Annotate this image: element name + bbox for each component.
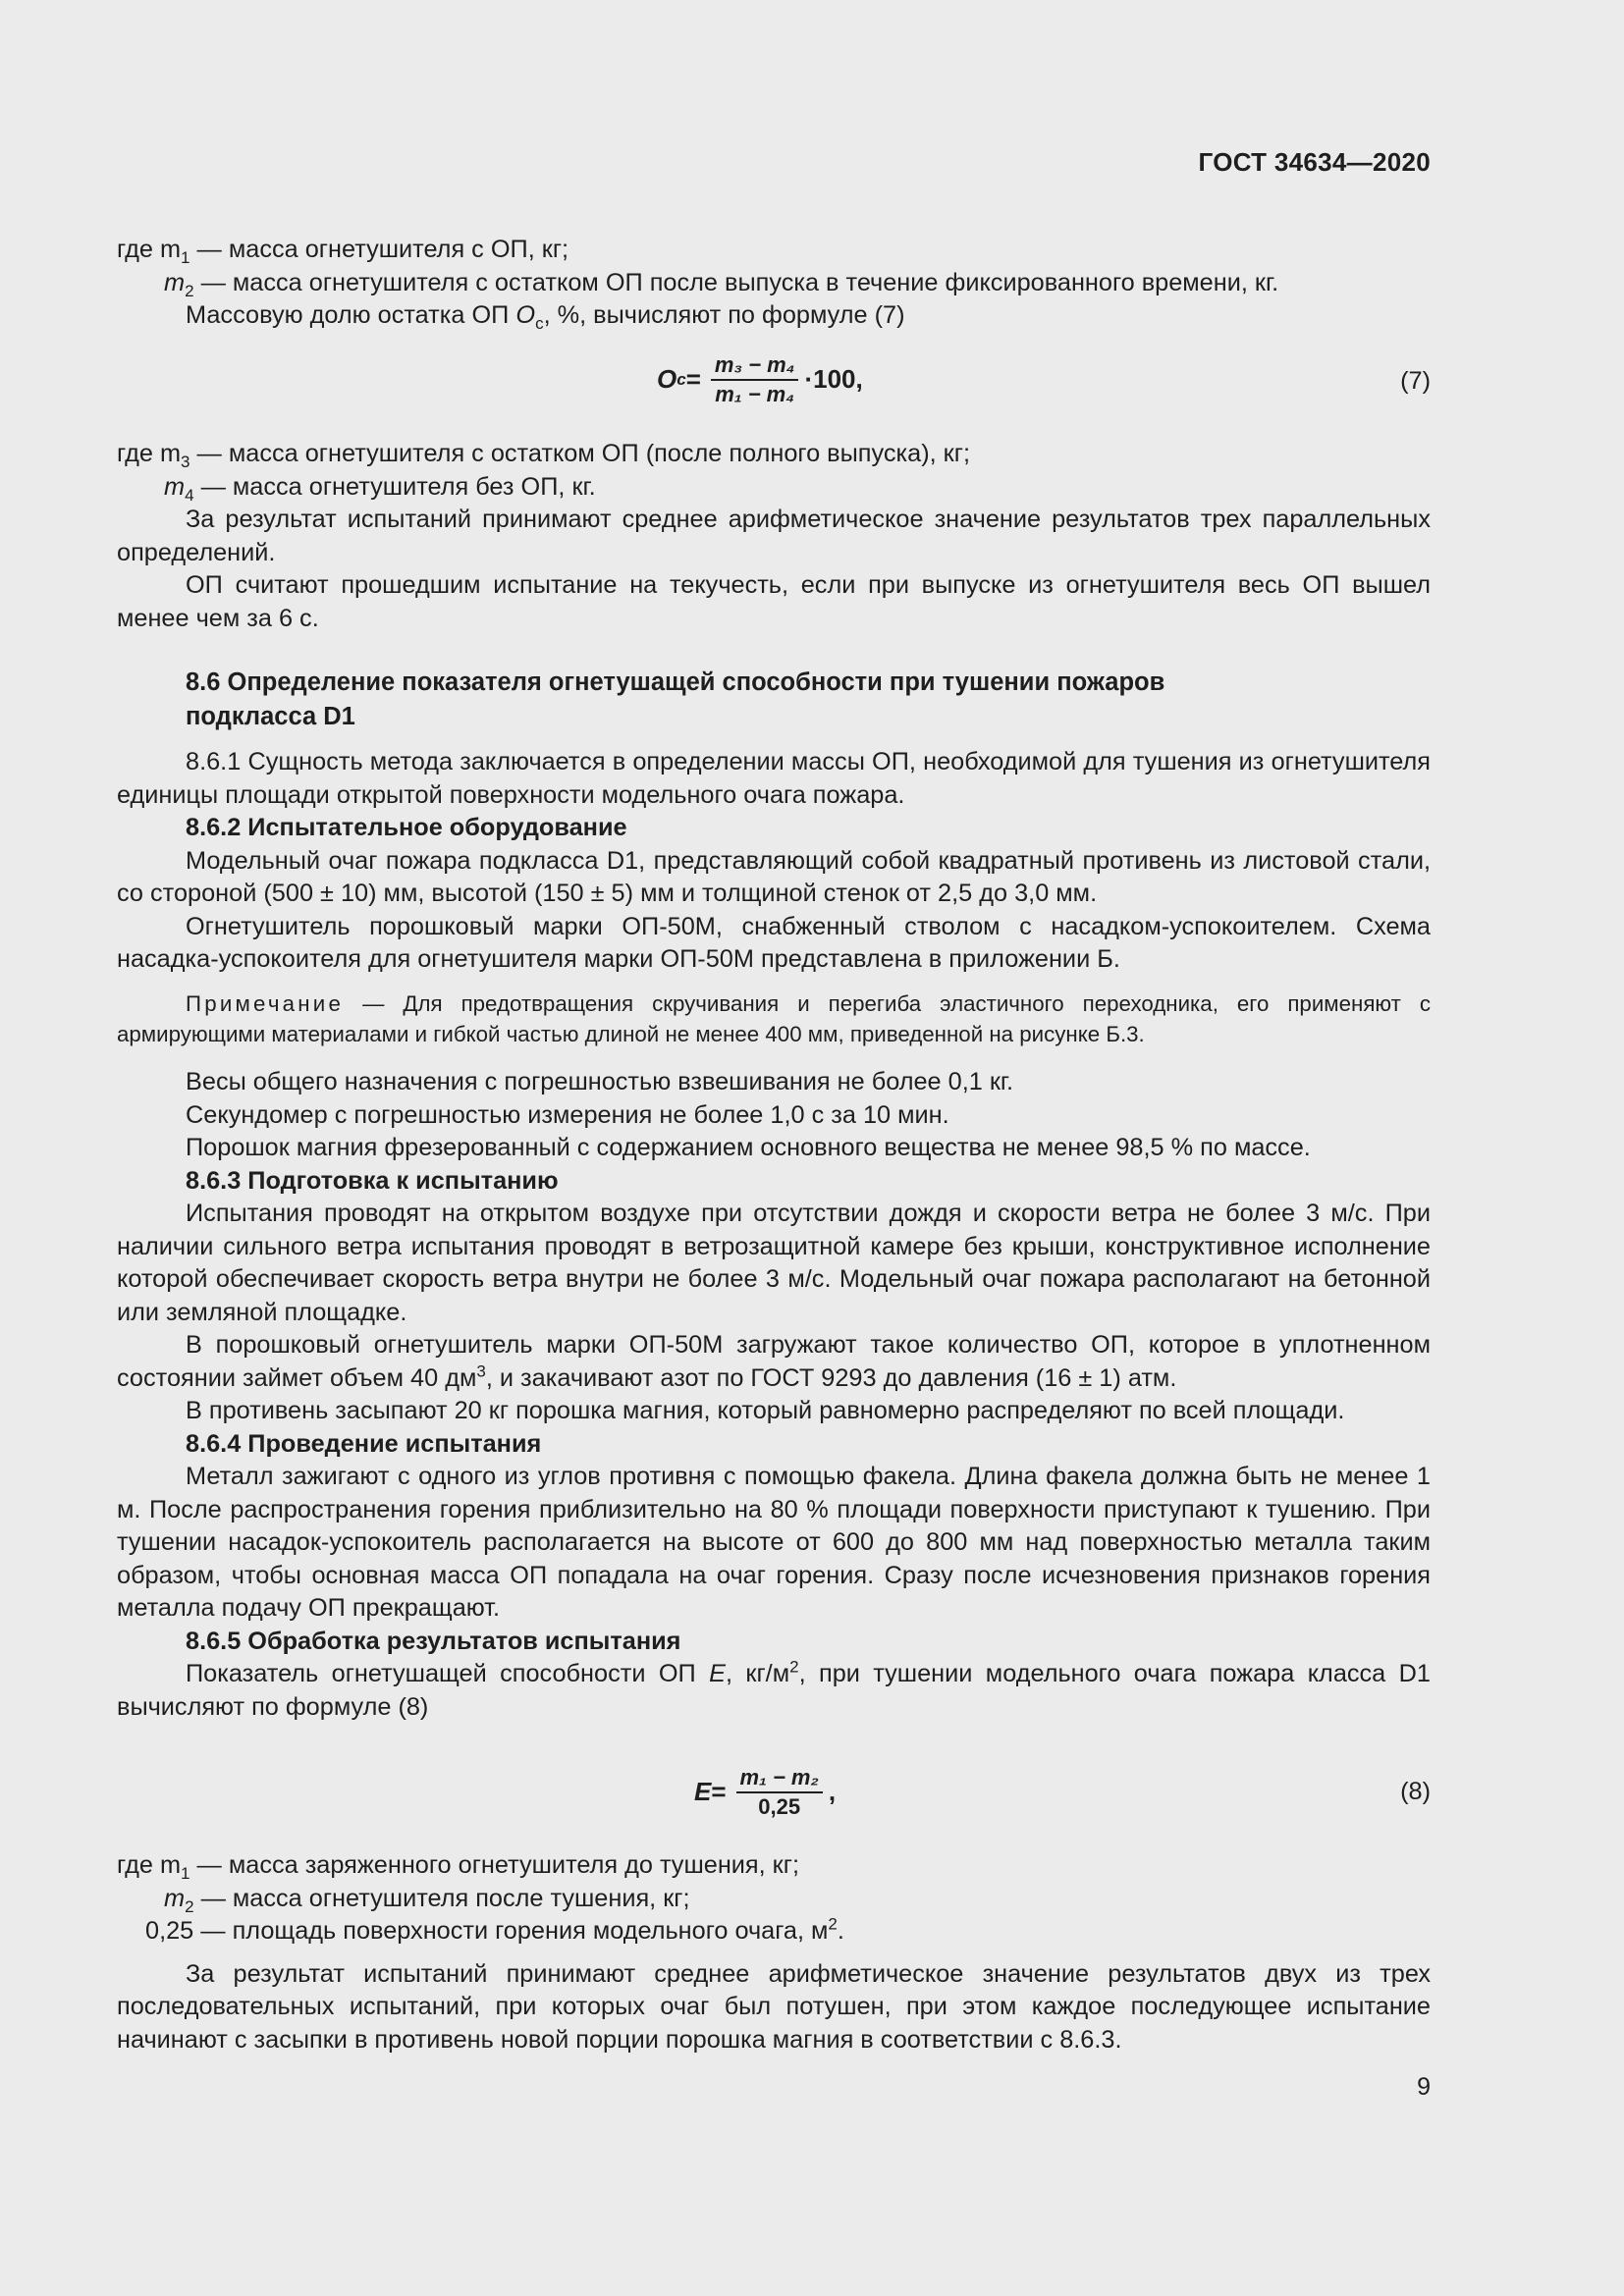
paragraph-pan: В противень засыпают 20 кг порошка магния, который равномерно распределяют по всей площади. xyxy=(186,1397,1345,1424)
def-text: — масса огнетушителя с остатком ОП (после полного выпуска), кг; xyxy=(189,440,970,467)
def-text: — масса огнетушителя без ОП, кг. xyxy=(193,472,596,501)
def-text: — площадь поверхности горения модельного очага, м xyxy=(193,1917,829,1945)
formula-number: (8) xyxy=(1400,1778,1431,1805)
def-text: — масса огнетушителя с остатком ОП после выпуска в течение фиксированного времени, кг. xyxy=(193,268,1279,296)
def-label: где m xyxy=(117,440,182,467)
formula-8 xyxy=(117,1764,1431,1833)
paragraph-8-6-1: 8.6.1 Сущность метода заключается в определении массы ОП, необходимой для тушения из огнетушителя единицы площади открытой поверхности модельного очага пожара. xyxy=(117,748,1431,809)
text: , %, вычисляют по формуле (7) xyxy=(543,301,905,329)
definition-m2 xyxy=(117,267,1431,300)
def-sub: 1 xyxy=(181,1864,190,1884)
formula-lhs: O xyxy=(657,364,677,395)
definition-m1 xyxy=(117,1849,1431,1883)
text: , кг/м xyxy=(725,1660,790,1687)
paragraph-ignition: Металл зажигают с одного из углов противня с помощью факела. Длина факела должна быть не менее 1 м. После распространения горения приблизительно на 80 % площади поверхности приступают к тушению. При тушении насадок-успокоитель располагается на высоте от 600 до 800 мм над поверхностью металла таким образом, чтобы основная масса ОП попадала на очаг горения. Сразу после исчезновения признаков горения металла подачу ОП прекращают. xyxy=(117,1463,1431,1622)
def-sub: 4 xyxy=(185,485,194,505)
superscript: 3 xyxy=(476,1362,486,1381)
formula-lhs: E xyxy=(694,1777,712,1807)
def-label: m xyxy=(164,472,186,501)
formula-7-expression: O c = $\frac{\text{m₃ − m₄}}{\text{m₁ − m₄}}$ ·100, xyxy=(657,352,863,406)
section-8-6-body-1 xyxy=(117,746,1431,977)
definitions-block-2 xyxy=(117,438,1431,635)
text: В порошковый огнетушитель марки ОП-50М загружают такое количество ОП, которое в уплотненном состоянии займет объем 40 дм xyxy=(117,1331,1431,1392)
section-title-line-1: 8.6 Определение показателя огнетушащей способности при тушении пожаров xyxy=(186,668,1165,696)
def-end: . xyxy=(837,1917,844,1945)
symbol: E xyxy=(709,1660,726,1687)
def-sub: 2 xyxy=(185,281,194,300)
standard-header: ГОСТ 34634—2020 xyxy=(1198,147,1431,177)
def-text: — масса огнетушителя после тушения, кг; xyxy=(193,1884,690,1912)
formula-fraction xyxy=(736,1764,823,1821)
formula-8-expression xyxy=(694,1764,836,1821)
paragraph-magnesium: Порошок магния фрезерованный с содержанием основного вещества не менее 98,5 % по массе. xyxy=(186,1134,1311,1161)
paragraph-index xyxy=(117,1658,1431,1724)
formula-number: (7) xyxy=(1400,367,1431,395)
symbol-sub: с xyxy=(535,314,544,334)
heading-8-6-3: 8.6.3 Подготовка к испытанию xyxy=(186,1166,559,1195)
section-8-6-title xyxy=(117,666,1431,734)
text: Показатель огнетушащей способности ОП xyxy=(186,1660,710,1687)
superscript: 2 xyxy=(828,1914,838,1934)
def-sub: 1 xyxy=(181,248,190,268)
heading-8-6-2: 8.6.2 Испытательное оборудование xyxy=(186,814,627,841)
note-label: Примечание xyxy=(186,991,345,1016)
definitions-block-3 xyxy=(117,1849,1431,2056)
note-block xyxy=(117,988,1431,1049)
text: Массовую долю остатка ОП xyxy=(186,301,516,329)
fraction-numerator: m₁ − m₂ xyxy=(736,1764,823,1793)
def-text: — масса заряженного огнетушителя до тушения, кг; xyxy=(189,1851,800,1879)
def-label: m xyxy=(164,1884,186,1912)
paragraph-stopwatch: Секундомер с погрешностью измерения не более 1,0 с за 10 мин. xyxy=(186,1100,949,1129)
fraction-denominator: 0,25 xyxy=(758,1794,801,1819)
heading-8-6-4: 8.6.4 Проведение испытания xyxy=(186,1429,542,1458)
def-text: — масса огнетушителя с ОП, кг; xyxy=(189,236,569,263)
fraction-denominator: m₁ − m₄ xyxy=(715,382,795,406)
definition-m2 xyxy=(117,1883,1431,1916)
text: , при тушении модельного очага пожара класса D1 вычисляют по формуле (8) xyxy=(117,1660,1431,1721)
paragraph-model-fire: Модельный очаг пожара подкласса D1, представляющий собой квадратный противень из листовой стали, со стороной (500 ± 10) мм, высотой (150 ± 5) мм и толщиной стенок от 2,5 до 3,0 мм. xyxy=(117,846,1431,907)
paragraph-final-result: За результат испытаний принимают среднее арифметическое значение результатов двух из трех последовательных испытаний, при которых очаг был потушен, при этом каждое последующее испытание начинают с засыпки в противень новой порции порошка магния в соответствии с 8.6.3. xyxy=(117,1959,1431,2054)
def-label: где m xyxy=(117,236,182,263)
superscript: 2 xyxy=(789,1657,799,1677)
text: , и закачивают азот по ГОСТ 9293 до давления (16 ± 1) атм. xyxy=(485,1363,1177,1392)
note-text: — Для предотвращения скручивания и перегиба эластичного переходника, его применяют с армирующими материалами и гибкой частью длиной не менее 400 мм, приведенной на рисунке Б.3. xyxy=(117,991,1431,1046)
fraction-numerator: m₃ − m₄ xyxy=(711,351,799,381)
definition-m1 xyxy=(117,234,1431,267)
paragraph-loading xyxy=(117,1329,1431,1395)
definition-m4 xyxy=(117,471,1431,505)
paragraph-extinguisher: Огнетушитель порошковый марки ОП-50М, снабженный стволом с насадком-успокоителем. Схема насадка-успокоителя для огнетушителя марки ОП-50М представлена в приложении Б. xyxy=(117,912,1431,973)
def-label: m xyxy=(164,268,186,296)
paragraph-scales: Весы общего назначения с погрешностью взвешивания не более 0,1 кг. xyxy=(186,1068,1014,1095)
heading-8-6-5: 8.6.5 Обработка результатов испытания xyxy=(186,1627,681,1655)
def-label: 0,25 xyxy=(145,1917,194,1945)
mass-fraction-intro xyxy=(117,299,1431,333)
def-label: где m xyxy=(117,1851,182,1879)
symbol: O xyxy=(515,301,536,329)
definition-m3 xyxy=(117,438,1431,471)
formula-fraction xyxy=(711,351,799,408)
page-number: 9 xyxy=(1417,2073,1431,2101)
paragraph-outdoor: Испытания проводят на открытом воздухе при отсутствии дождя и скорости ветра не более 3 м/с. При наличии сильного ветра испытания проводят в ветрозащитной камере без крыши, конструктивное исполнение которой обеспечивает скорость ветра внутри не более 3 м/с. Модельный очаг пожара располагают на бетонной или земляной площадке. xyxy=(117,1200,1431,1326)
def-sub: 3 xyxy=(181,453,190,472)
formula-eq: = xyxy=(685,364,701,395)
formula-tail: ·100, xyxy=(804,364,863,395)
definitions-block-1 xyxy=(117,234,1431,333)
definition-area xyxy=(117,1915,1431,1949)
formula-eq: = xyxy=(711,1777,727,1807)
paragraph-fluidity: ОП считают прошедшим испытание на текучесть, если при выпуске из огнетушителя весь ОП вышел менее чем за 6 с. xyxy=(117,571,1431,632)
section-title-line-2: подкласса D1 xyxy=(186,703,355,730)
formula-tail: , xyxy=(828,1777,837,1807)
paragraph-result: За результат испытаний принимают среднее арифметическое значение результатов трех параллельных определений. xyxy=(117,506,1431,566)
def-sub: 2 xyxy=(185,1896,194,1916)
note xyxy=(117,988,1431,1049)
section-8-6-body-2 xyxy=(117,1066,1431,1724)
formula-7 xyxy=(117,351,1431,420)
